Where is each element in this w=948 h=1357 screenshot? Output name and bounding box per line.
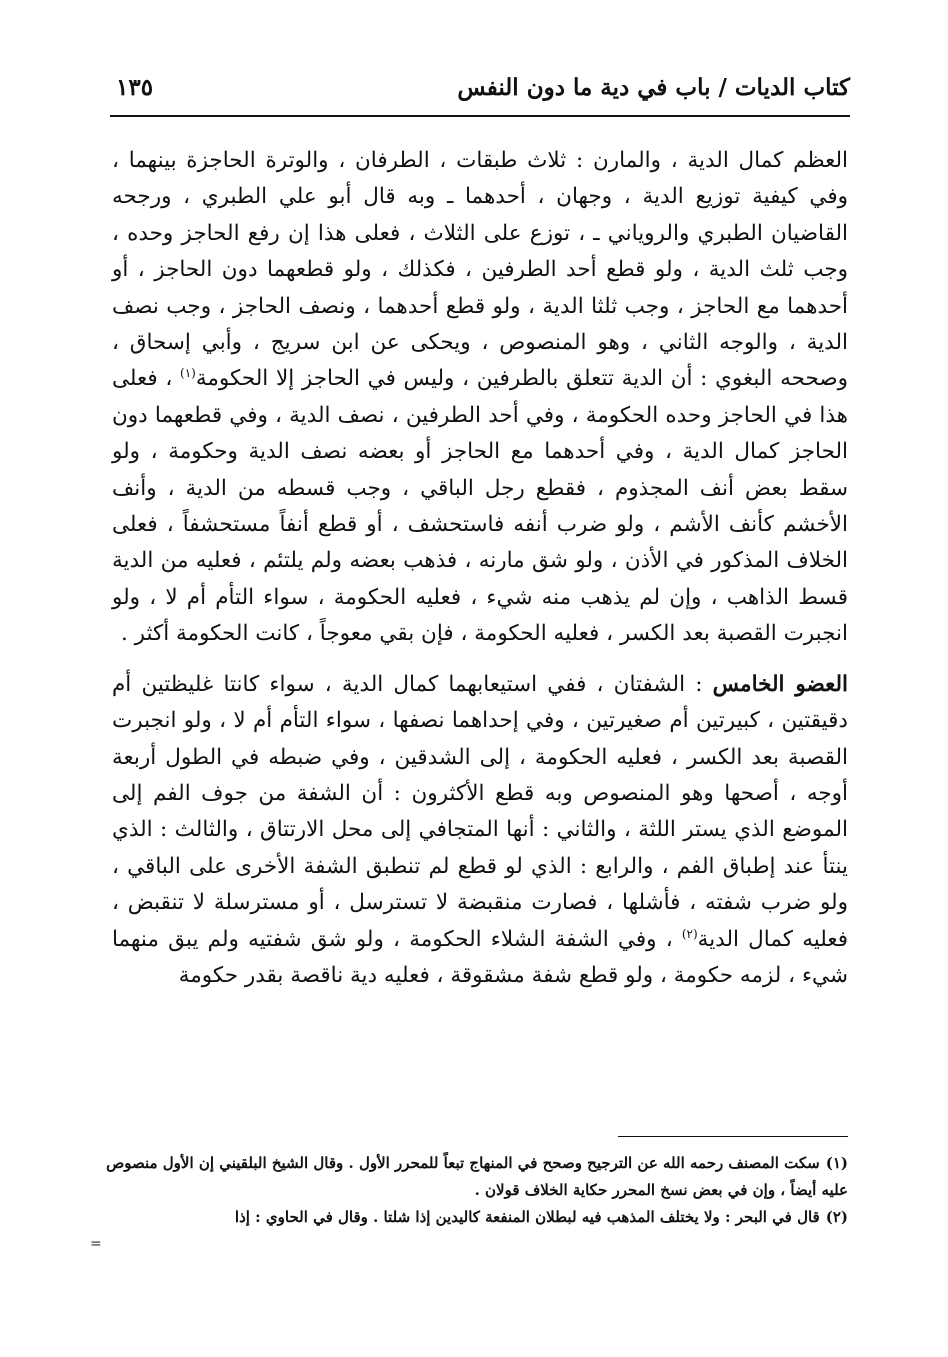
- footnote-ref-1: (١): [180, 366, 196, 381]
- header-rule: [110, 115, 850, 117]
- paragraph-2-text-end: ، وفي الشفة الشلاء الحكومة ، ولو شق شفتيه ولم يبق منهما شيء ، لزمه حكومة ، ولو قطع شفة مشقوقة ، فعليه دية ناقصة بقدر حكومة: [112, 926, 848, 988]
- section-lead: العضو الخامس: [712, 671, 848, 697]
- footnote-text: قال في البحر : ولا يختلف المذهب فيه لبطلان المنفعة كاليدين إذا شلتا . وقال في الحاوي : إذا: [234, 1208, 820, 1226]
- main-text: [112, 143, 848, 994]
- footnote-2: [100, 1204, 848, 1231]
- footnote-text: سكت المصنف رحمه الله عن الترجيح وصحح في المنهاج تبعاً للمحرر الأول . وقال الشيخ البلقيني إن الأول منصوص عليه أيضاً ، وإن في بعض نسخ المحرر حكاية الخلاف قولان .: [106, 1154, 848, 1199]
- page-number: ١٣٥: [116, 74, 154, 101]
- paragraph-1-text: العظم كمال الدية ، والمارن : ثلاث طبقات ، الطرفان ، والوترة الحاجزة بينهما ، وفي كيفية توزيع الدية ، وجهان ، أحدهما ـ وبه قال أبو علي الطبري ، ورجحه القاضيان الطبري والروياني ـ ، توزع على الثلاث ، فعلى هذا إن رفع الحاجز وحده ، وجب ثلث الدية ، ولو قطع أحد الطرفين ، فكذلك ، ولو قطعهما دون الحاجز ، أو أحدهما مع الحاجز ، وجب ثلثا الدية ، ولو قطع أحدهما ، ونصف الحاجز ، وجب نصف الدية ، والوجه الثاني ، وهو المنصوص ، ويحكى عن ابن سريج ، وأبي إسحاق ، وصححه البغوي : أن الدية تتعلق بالطرفين ، وليس في الحاجز إلا الحكومة: [112, 148, 848, 392]
- running-title: كتاب الديات / باب في دية ما دون النفس: [457, 74, 850, 101]
- paragraph-1-text-end: ، فعلى هذا في الحاجز وحده الحكومة ، وفي أحد الطرفين ، نصف الدية ، وفي قطعهما دون الحاجز كمال الدية ، وفي أحدهما مع الحاجز أو بعضه نصف الدية وحكومة ، ولو سقط بعض أنف المجذوم ، فقطع رجل الباقي ، وجب قسطه من الدية ، وأنف الأخشم كأنف الأشم ، ولو ضرب أنفه فاستحشف ، أو قطع أنفاً مستحشفاً ، فعلى الخلاف المذكور في الأذن ، ولو شق مارنه ، فذهب بعضه ولم يلتئم ، فعليه من الدية قسط الذاهب ، وإن لم يذهب منه شيء ، فعليه الحكومة ، سواء التأم أم لا ، ولو انجبرت القصبة بعد الكسر ، فعليه الحكومة ، فإن بقي معوجاً ، كانت الحكومة أكثر .: [112, 366, 848, 647]
- paragraph-1: [112, 143, 848, 653]
- footnote-rule: [618, 1136, 848, 1137]
- footnote-ref-2: (٢): [681, 926, 698, 941]
- paragraph-2: [112, 667, 848, 995]
- footnote-marker: (٢): [825, 1208, 848, 1226]
- paragraph-2-text: : الشفتان ، ففي استيعابهما كمال الدية ، سواء كانتا غليظتين أم دقيقتين ، كبيرتين أم صغيرتين ، وفي إحداهما نصفها ، سواء التأم أم لا ، ولو انجبرت القصبة بعد الكسر ، فعليه الحكومة ، إلى الشدقين ، وفي ضبطه في الطول أربعة أوجه ، أصحها وهو المنصوص وبه قطع الأكثرون : أن الشفة من جوف الفم إلى الموضع الذي يستر اللثة ، والثاني : أنها المتجافي إلى محل الارتتاق ، والثالث : الذي ينتأ عند إطباق الفم ، والرابع : الذي لو قطع لم تنطبق الشفة الأخرى على الباقي ، ولو ضرب شفته ، فأشلها ، فصارت منقبضة لا تسترسل ، أو مسترسلة لا تنقبض ، فعليه كمال الدية: [112, 671, 848, 952]
- page-header: [110, 74, 850, 114]
- footnotes: [100, 1150, 848, 1231]
- footnote-1: [100, 1150, 848, 1204]
- footnote-marker: (١): [825, 1154, 848, 1172]
- continuation-mark: =: [90, 1236, 102, 1252]
